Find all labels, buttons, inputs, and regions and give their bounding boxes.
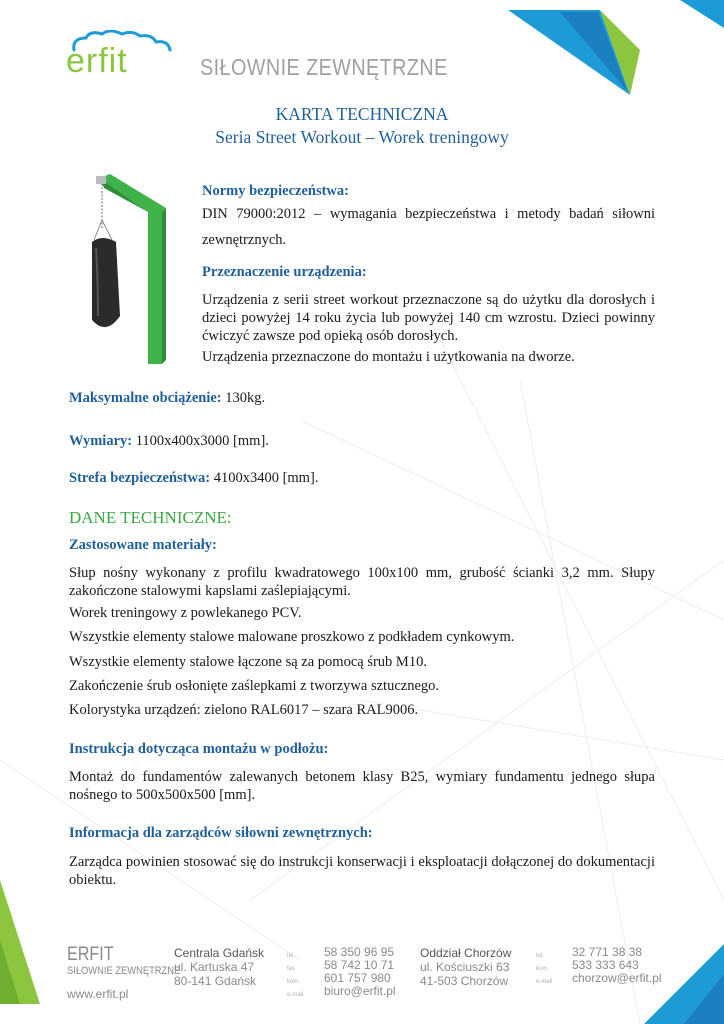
branch-street: ul. Kościuszki 63: [420, 960, 510, 974]
hq-contact-labels: [287, 950, 303, 1002]
dimensions-value: 1100x400x3000 [mm].: [132, 433, 269, 449]
materials-heading: Zastosowane materiały:: [69, 537, 217, 553]
branch-phone: 32 771 38 38: [572, 945, 643, 959]
material-item: Słup nośny wykonany z profilu kwadratowego 100x100 mm, grubość ścianki 3,2 mm. Słupy zakończone stalowymi kapslami zaślepiającymi.: [69, 565, 655, 599]
hq-email-link[interactable]: biuro@erfit.pl: [324, 984, 396, 998]
install-heading: Instrukcja dotycząca montażu w podłożu:: [69, 741, 329, 757]
branch-label: tel.: [536, 953, 545, 959]
branch-label: kom.: [536, 966, 550, 972]
footer-brand-subtitle: SIŁOWNIE ZEWNĘTRZNE: [67, 965, 181, 977]
material-item: Worek treningowy z powlekanego PCV.: [69, 605, 302, 621]
page-title: KARTA TECHNICZNA: [275, 104, 449, 124]
purpose-heading: Przeznaczenie urządzenia:: [202, 264, 367, 280]
branch-contact-labels: [536, 950, 552, 989]
hq-name: Centrala Gdańsk: [174, 946, 265, 960]
branch-city: 41-503 Chorzów: [420, 974, 509, 988]
safety-zone-value: 4100x3400 [mm].: [210, 470, 319, 486]
branch-mobile: 533 333 643: [572, 958, 639, 972]
hq-contact-values: [324, 946, 396, 998]
material-item: Zakończenie śrub osłonięte zaślepkami z tworzywa sztucznego.: [69, 678, 440, 694]
hq-fax: 58 742 10 71: [324, 958, 395, 972]
norms-heading: Normy bezpieczeństwa:: [202, 183, 349, 199]
hq-street: ul. Kartuska 47: [174, 960, 255, 974]
material-item: Kolorystyka urządzeń: zielono RAL6017 – szara RAL9006.: [69, 702, 419, 718]
tech-heading: DANE TECHNICZNE:: [69, 508, 232, 527]
header-corner-graphic: [500, 0, 724, 100]
page-subtitle: Seria Street Workout – Worek treningowy: [215, 127, 509, 147]
max-load-value: 130kg.: [221, 390, 266, 406]
install-text: Montaż do fundamentów zalewanych betonem klasy B25, wymiary fundamentu jednego słupa nośnego to 500x500x500 [mm].: [69, 769, 655, 803]
dimensions: [69, 432, 269, 450]
info-heading: Informacja dla zarządców siłowni zewnętrznych:: [69, 825, 373, 841]
footer-website-link[interactable]: www.erfit.pl: [67, 987, 129, 1001]
purpose-outdoor-text: Urządzenia przeznaczone do montażu i użytkowania na dworze.: [202, 349, 575, 365]
branch-contact-values: [572, 946, 662, 985]
branch-email-link[interactable]: chorzow@erfit.pl: [572, 971, 662, 985]
info-text: Zarządca powinien stosować się do instrukcji konserwacji i eksploatacji dołączonej do dokumentacji obiektu.: [69, 854, 655, 888]
dimensions-label: Wymiary:: [69, 433, 133, 449]
product-image: [70, 168, 185, 388]
max-load-label: Maksymalne obciążenie:: [69, 390, 222, 406]
safety-zone-label: Strefa bezpieczeństwa:: [69, 470, 211, 486]
branch-name: Oddział Chorzów: [420, 946, 512, 960]
hq-label: tel.: [287, 953, 296, 959]
purpose-text: Urządzenia z serii street workout przeznaczone są do użytku dla dorosłych i dzieci powyżej 14 roku życia lub powyżej 140 cm wzrostu. Dzieci powinny ćwiczyć zawsze pod opieką osób dorosłych.: [202, 292, 655, 344]
hq-label: e-mail: [287, 992, 304, 998]
material-item: Wszystkie elementy stalowe malowane proszkowo z podkładem cynkowym.: [69, 629, 515, 645]
max-load: [69, 389, 265, 407]
hq-mobile: 601 757 980: [324, 971, 391, 985]
footer-left-graphic: [0, 880, 50, 1024]
hq-label: fax.: [287, 966, 297, 972]
logo: [66, 30, 176, 80]
brand-subtitle: SIŁOWNIE ZEWNĘTRZNE: [200, 54, 448, 80]
norms-text: DIN 79000:2012 – wymagania bezpieczeństwa i metody badań siłowni zewnętrznych.: [202, 206, 655, 248]
logo-text: erfit: [66, 42, 128, 80]
hq-city: 80-141 Gdańsk: [174, 974, 257, 988]
hq-label: kom.: [287, 979, 301, 985]
footer-brand: ERFIT: [67, 944, 114, 965]
hq-phone: 58 350 96 95: [324, 945, 395, 959]
branch-label: e-mail: [536, 979, 553, 985]
material-item: Wszystkie elementy stalowe łączone są za pomocą śrub M10.: [69, 654, 427, 670]
safety-zone: [69, 469, 318, 487]
